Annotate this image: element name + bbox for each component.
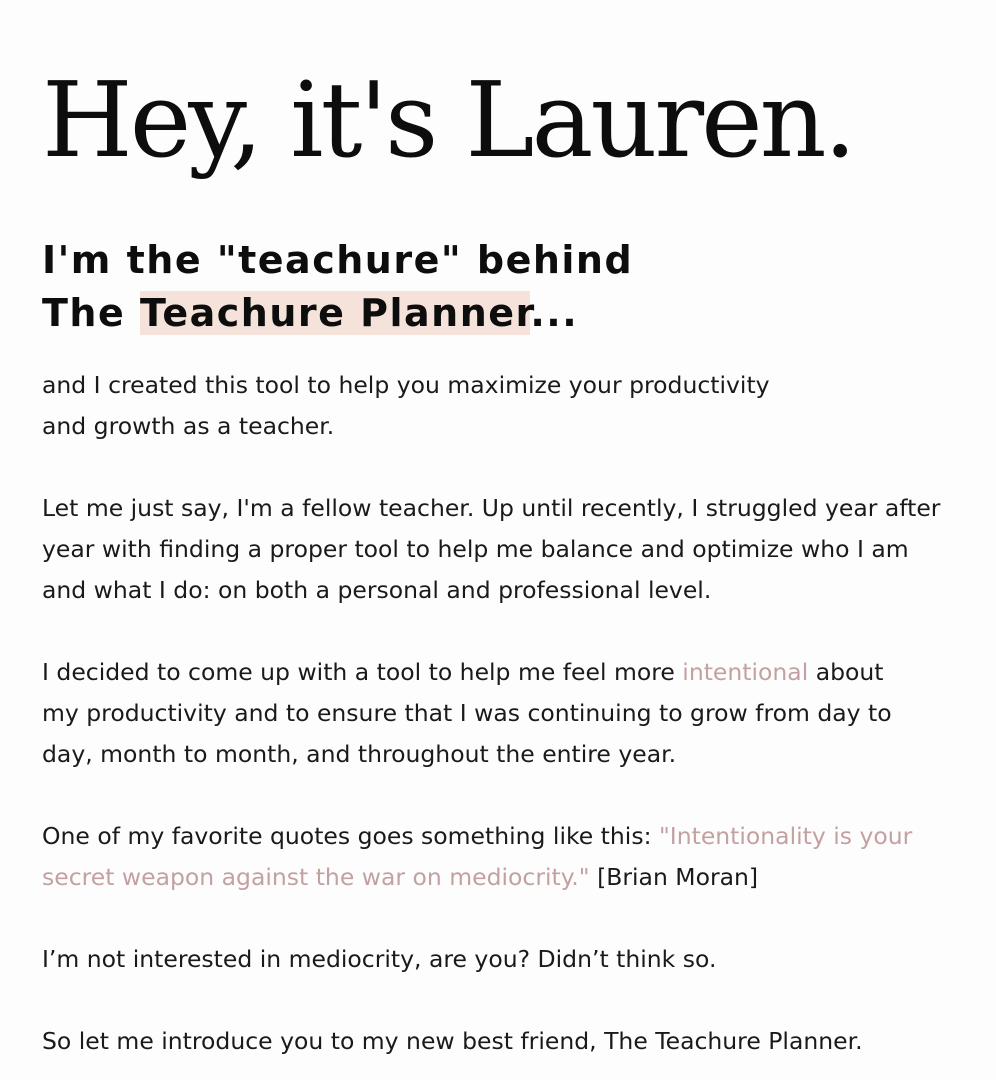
quote-text-part-1: "Intentionality is your	[658, 822, 913, 850]
hero-title: Hey, it's Lauren.	[42, 59, 854, 181]
subheading	[42, 234, 633, 340]
intentional-line-1-suffix: about	[808, 658, 884, 686]
intentional-line-2: my productivity and to ensure that I was continuing to grow from day to	[42, 699, 892, 727]
mediocrity-paragraph: I’m not interested in mediocrity, are you? Didn’t think so.	[42, 945, 717, 973]
intentional-paragraph	[42, 652, 892, 775]
highlighted-planner-name: Teachure Planner	[139, 291, 531, 335]
subheading-line-2-suffix: ...	[530, 291, 579, 335]
fellow-teacher-line-2: year with finding a proper tool to help me balance and optimize who I am	[42, 535, 909, 563]
intro-line-2: and growth as a teacher.	[42, 412, 335, 440]
subheading-line-2-prefix: The	[42, 291, 140, 335]
quote-attribution: [Brian Moran]	[589, 863, 759, 891]
intentional-accent: intentional	[682, 658, 809, 686]
intentional-line-3: day, month to month, and throughout the entire year.	[42, 740, 677, 768]
intro-paragraph	[42, 365, 770, 447]
fellow-teacher-line-3: and what I do: on both a personal and professional level.	[42, 576, 712, 604]
intro-line-1: and I created this tool to help you maximize your productivity	[42, 371, 770, 399]
fellow-teacher-paragraph	[42, 488, 940, 611]
quote-line-1-prefix: One of my favorite quotes goes something like this:	[42, 822, 659, 850]
introduce-paragraph: So let me introduce you to my new best friend, The Teachure Planner.	[42, 1027, 863, 1055]
fellow-teacher-line-1: Let me just say, I'm a fellow teacher. Up until recently, I struggled year after	[42, 494, 941, 522]
intentional-line-1-prefix: I decided to come up with a tool to help me feel more	[42, 658, 683, 686]
quote-paragraph	[42, 816, 912, 898]
quote-text-part-2: secret weapon against the war on mediocrity."	[42, 863, 590, 891]
subheading-line-1: I'm the "teachure" behind	[42, 238, 634, 282]
